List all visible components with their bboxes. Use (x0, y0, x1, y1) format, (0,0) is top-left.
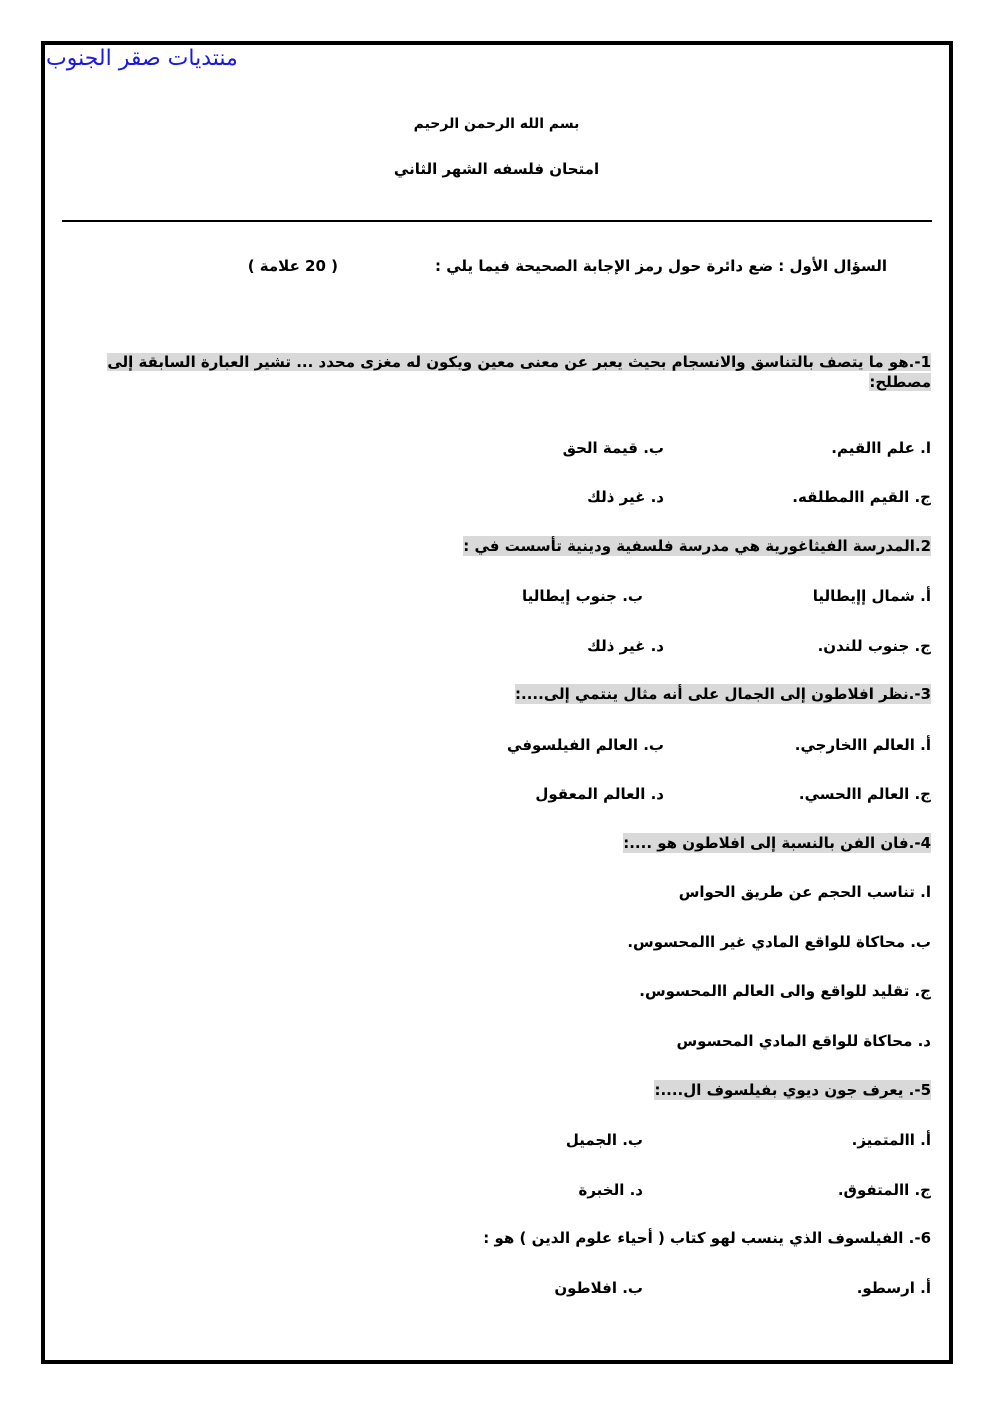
exam-title: امتحان فلسفه الشهر الثاني (393, 160, 600, 178)
q2-option-a: أ. شمال إإيطاليا (812, 587, 931, 605)
question-5: 5-. يعرف جون ديوي بفيلسوف ال....: (654, 1081, 931, 1099)
q3-option-c: ج. العالم االحسي. (798, 785, 931, 803)
q2-option-b: ب. جنوب إيطاليا (521, 587, 643, 605)
q6-option-b: ب. افلاطون (554, 1279, 643, 1297)
question-6: 6-. الفيلسوف الذي ينسب لهو كتاب ( أحياء علوم الدين ) هو : (483, 1229, 931, 1247)
forum-watermark: منتديات صقر الجنوب (46, 46, 238, 71)
q1-option-a: ا. علم االقيم. (831, 439, 931, 457)
q3-option-b: ب. العالم الفيلسوفي (507, 736, 664, 754)
q4-option-d: د. محاكاة للواقع المادي المحسوس (676, 1032, 931, 1050)
q5-option-d: د. الخبرة (578, 1181, 643, 1199)
q4-option-b: ب. محاكاة للواقع المادي غير االمحسوس. (627, 933, 931, 951)
q5-option-a: أ. االمتميز. (851, 1131, 931, 1149)
q5-option-b: ب. الجميل (565, 1131, 643, 1149)
section-instruction: السؤال الأول : ضع دائرة حول رمز الإجابة الصحيحة فيما يلي : (434, 257, 887, 275)
question-3: 3-.نظر افلاطون إلى الجمال على أنه مثال ينتمي إلى....: (515, 685, 931, 703)
q1-option-c: ج. القيم االمطلقه. (792, 488, 931, 506)
q6-option-a: أ. ارسطو. (856, 1279, 931, 1297)
basmala: بسم الله الرحمن الرحيم (413, 116, 580, 132)
section-marks: ( 20 علامة ) (247, 257, 338, 275)
question-2: 2.المدرسة الفيثاغورية هي مدرسة فلسفية ودينية تأسست في : (463, 537, 931, 555)
divider (62, 220, 932, 222)
q3-option-d: د. العالم المعقول (535, 785, 664, 803)
q4-option-a: ا. تناسب الحجم عن طريق الحواس (678, 883, 931, 901)
q4-option-c: ج. تقليد للواقع والى العالم االمحسوس. (639, 982, 931, 1000)
q1-option-b: ب. قيمة الحق (562, 439, 664, 457)
q5-option-c: ج. االمتفوق. (837, 1181, 931, 1199)
question-1-line2: مصطلح: (869, 373, 931, 391)
q2-option-d: د. غير ذلك (587, 637, 664, 655)
question-1-line1: 1-.هو ما يتصف بالتناسق والانسجام بحيث يعبر عن معنى معين ويكون له مغزى محدد ... تشير العبارة السابقة إلى (107, 353, 931, 371)
question-1 (79, 352, 931, 392)
q2-option-c: ج. جنوب للندن. (817, 637, 931, 655)
q1-option-d: د. غير ذلك (587, 488, 664, 506)
question-4: 4-.فان الفن بالنسبة إلى افلاطون هو ....: (623, 834, 931, 852)
q3-option-a: أ. العالم االخارجي. (794, 736, 931, 754)
